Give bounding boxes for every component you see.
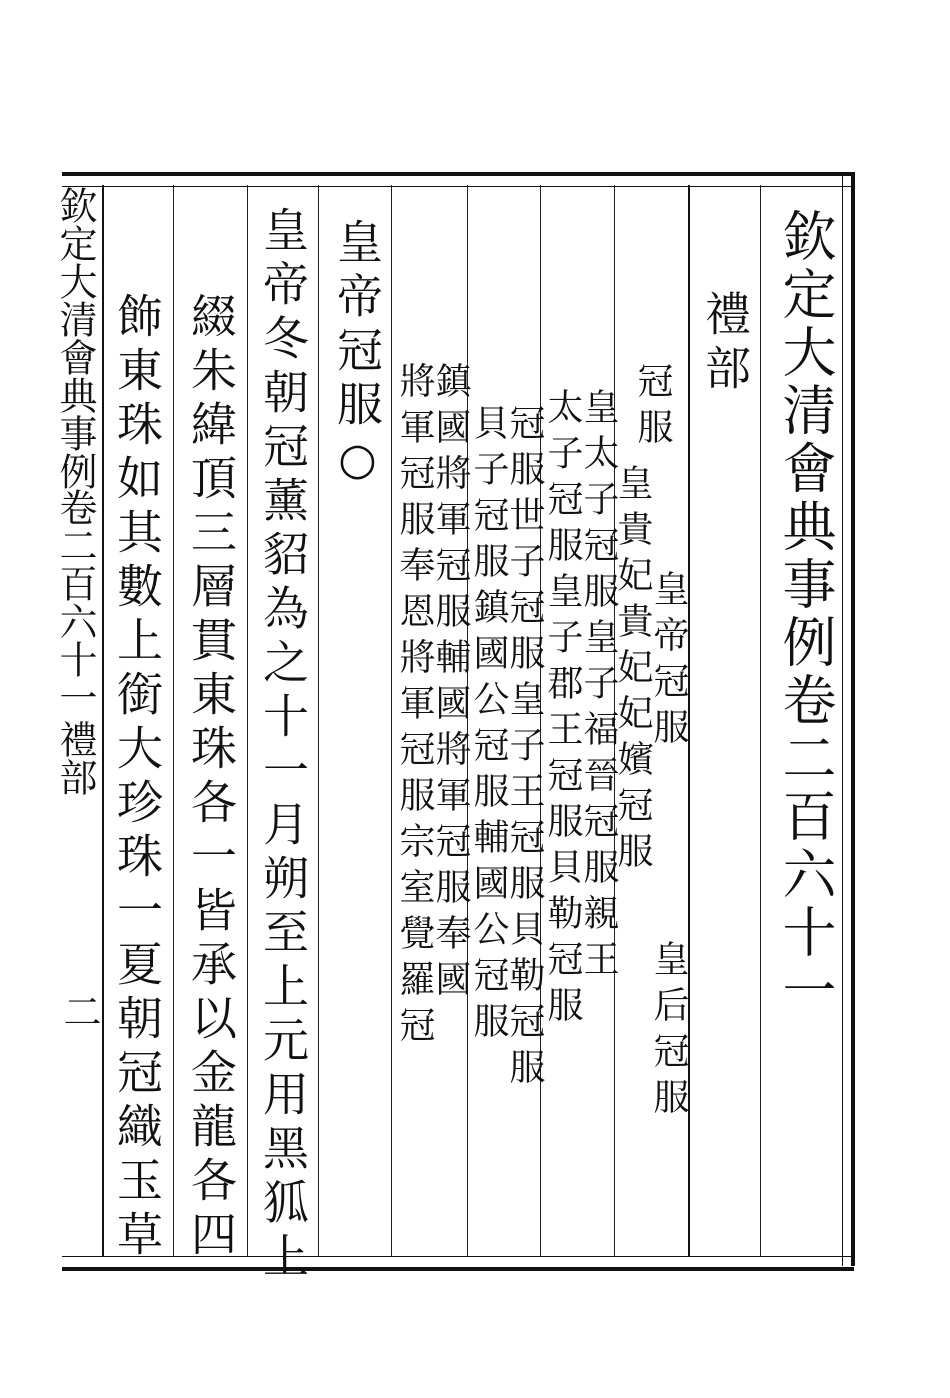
toc-line: 冠服世子冠服皇子王冠服貝勒冠服 [504,404,545,1094]
margin-page-number: 二 [57,992,101,1030]
toc-line: 皇太子冠服皇子福晉冠服親王 [578,388,619,986]
body-line: 綴朱緯頂三層貫東珠各一皆承以金龍各四 [184,292,238,1264]
column-rule [247,185,248,1256]
toc-line: 太子冠服皇子郡王冠服貝勒冠服 [542,388,583,1032]
margin-section [53,720,97,796]
column-rule [318,185,319,1256]
toc-line: 皇后冠服 [648,940,689,1124]
heading-circle-mark: ○ [332,434,383,493]
margin-chapter [53,488,97,716]
column-rule [760,185,761,1256]
toc-line: 皇貴妃貴妃妃嬪冠服 [612,464,653,878]
frame-bottom-border [62,1256,854,1271]
body-line: 皇帝冬朝冠薰貂為之十一月朔至上元用黑狐上 [256,206,310,1286]
toc-line: 鎮國將軍冠服輔國將軍冠服奉國 [430,362,471,1006]
column-rule [173,185,174,1256]
body-heading-text: 皇帝冠服 [330,218,384,434]
toc-line: 冠服 [632,362,673,454]
body-line: 飾東珠如其數上銜大珍珠一夏朝冠織玉草 [110,292,164,1264]
frame-top-border [62,172,854,187]
frame-right-border [842,172,855,1266]
page-title: 欽定大清會典事例卷二百六十一 [774,208,837,1020]
section-label: 禮部 [698,290,752,398]
body-heading [330,218,384,493]
margin-section-text: 禮部 [53,720,97,796]
toc-line: 貝子冠服鎮國公冠服輔國公冠服 [468,404,509,1048]
margin-chapter-text: 卷二百六十一 [53,488,97,716]
toc-line: 皇帝冠服 [648,570,689,754]
column-rule [391,185,392,1256]
column-rule [102,185,104,1256]
toc-line: 將軍冠服奉恩將軍冠服宗室覺羅冠 [394,362,435,1052]
margin-book-title [53,186,97,490]
margin-title: 欽定大清會典事例 [53,186,97,490]
